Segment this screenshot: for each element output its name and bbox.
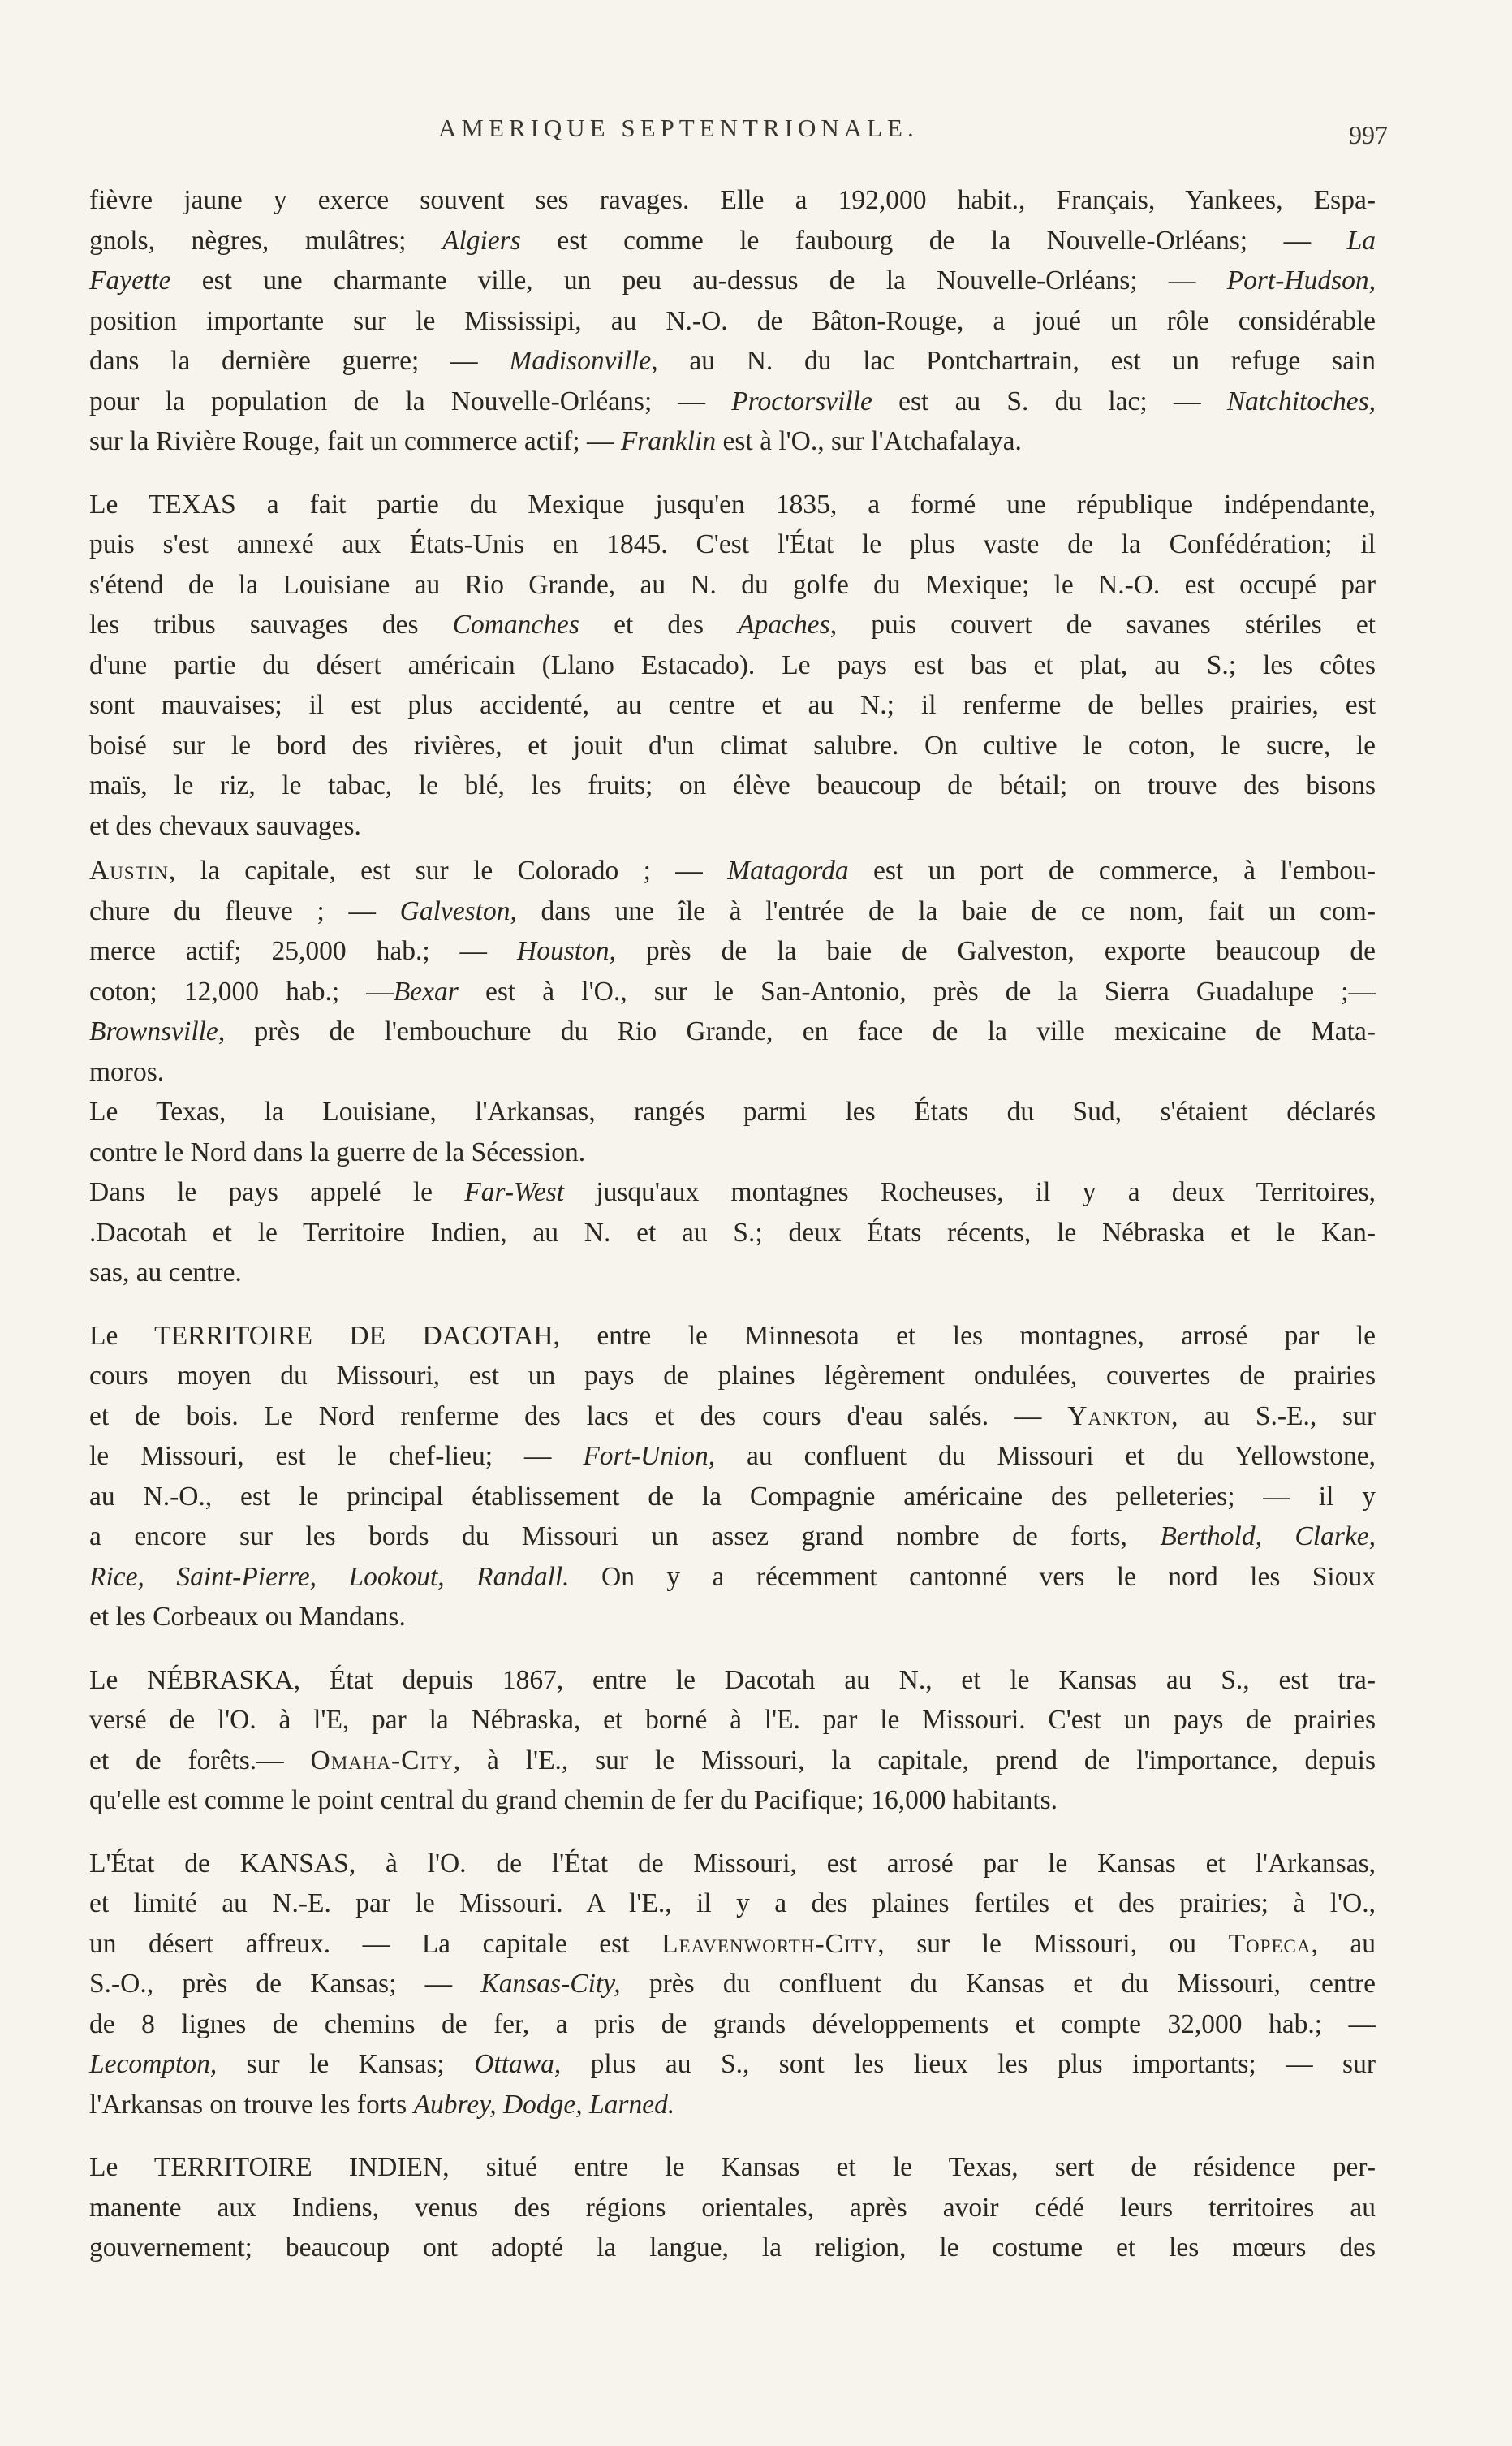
text-line <box>89 1924 1376 1965</box>
text-run: jusqu'aux montagnes Rocheuses, il y a deux Territoires, <box>564 1177 1376 1207</box>
text-run: l'Arkansas on trouve les forts <box>89 2089 414 2120</box>
text-run: , près de l'embouchure du Rio Grande, en face de la ville mexicaine de Mata- <box>218 1016 1376 1046</box>
place-name: Franklin <box>620 426 717 456</box>
text-run: chure du fleuve ; — <box>89 895 400 926</box>
capital-name: Omaha-City <box>310 1745 454 1775</box>
body-text <box>89 180 1376 2268</box>
page-number: 997 <box>1349 120 1388 149</box>
text-run: est comme le faubourg de la Nouvelle-Orléans; — <box>520 225 1347 256</box>
text-run: est au S. du lac; — <box>872 386 1227 416</box>
text-line: boisé sur le bord des rivières, et jouit d'un climat salubre. On cultive le coton, le sucre, le <box>89 730 1376 761</box>
text-line: Le NÉBRASKA, État depuis 1867, entre le Dacotah au N., et le Kansas au S., est tra- <box>89 1664 1376 1695</box>
paragraph-dacotah <box>89 1316 1376 1637</box>
place-name: Port-Hudson, <box>1226 265 1376 296</box>
place-name: Madisonville <box>509 346 652 376</box>
text-run: Dans le pays appelé le <box>89 1177 465 1207</box>
text-line <box>89 382 1376 422</box>
text-line <box>89 2085 1376 2125</box>
paragraph-louisiane <box>89 180 1376 462</box>
text-run: , au N. du lac Pontchartrain, est un refuge sain <box>651 346 1376 376</box>
paragraph-far-west <box>89 1172 1376 1293</box>
text-run: sur la Rivière Rouge, fait un commerce actif; — <box>89 426 621 456</box>
text-run: est une charmante ville, un peu au-dessus de la Nouvelle-Orléans; — <box>170 265 1227 296</box>
place-name: Matagorda <box>727 856 849 886</box>
text-line: Le TERRITOIRE DE DACOTAH, entre le Minnesota et les montagnes, arrosé par le <box>89 1320 1376 1351</box>
place-name: Far-West <box>464 1177 565 1207</box>
text-line: L'État de KANSAS, à l'O. de l'État de Missouri, est arrosé par le Kansas et l'Arkansas, <box>89 1848 1376 1879</box>
text-run: dans la dernière guerre; — <box>89 346 510 376</box>
paragraph-texas <box>89 485 1376 847</box>
text-line: au N.-O., est le principal établissement de la Compagnie américaine des pelleteries; — il y <box>89 1481 1376 1512</box>
text-line: maïs, le riz, le tabac, le blé, les fruits; on élève beaucoup de bétail; on trouve des bisons <box>89 770 1376 800</box>
text-line <box>89 221 1376 261</box>
text-line <box>89 1516 1376 1557</box>
text-line: fièvre jaune y exerce souvent ses ravages. Elle a 192,000 habit., Français, Yankees, Espa- <box>89 185 1376 215</box>
place-name: Galveston, <box>399 895 517 926</box>
text-line: versé de l'O. à l'E, par la Nébraska, et borné à l'E. par le Missouri. C'est un pays de prairies <box>89 1705 1376 1735</box>
text-run: , au S.-E., sur <box>1171 1400 1376 1431</box>
text-line <box>89 261 1376 301</box>
capital-name: Yankton <box>1067 1400 1172 1431</box>
place-name: Kansas-City, <box>480 1969 621 1999</box>
text-line: sas, au centre. <box>89 1258 242 1288</box>
text-line <box>89 2044 1376 2085</box>
tribe-name: Comanches <box>452 610 579 640</box>
text-run: , puis couvert de savanes stériles et <box>829 610 1376 640</box>
text-line <box>89 1396 1376 1437</box>
text-line <box>89 931 1376 972</box>
paragraph-nebraska <box>89 1660 1376 1821</box>
place-name: Rice, Saint-Pierre, Lookout, Randall. <box>89 1561 570 1592</box>
tribe-name: Apaches <box>738 610 830 640</box>
text-run: et des <box>579 610 739 640</box>
paragraph-territoire-indien <box>89 2147 1376 2268</box>
place-name: Lecompton, <box>89 2049 218 2079</box>
paragraph-secession <box>89 1092 1376 1172</box>
text-run: est un port de commerce, à l'embou- <box>848 856 1376 886</box>
text-run: merce actif; 25,000 hab.; — <box>89 936 517 966</box>
text-run: coton; 12,000 hab.; — <box>89 976 394 1007</box>
place-name: Brownsville <box>89 1016 218 1046</box>
paragraph-kansas <box>89 1844 1376 2125</box>
running-title: AMERIQUE SEPTENTRIONALE. <box>438 114 919 142</box>
text-line <box>89 851 1376 891</box>
text-run: est à l'O., sur le San-Antonio, près de la Sierra Guadalupe ;— <box>458 976 1376 1007</box>
capital-name: Topeca <box>1228 1928 1312 1959</box>
text-run: pour la population de la Nouvelle-Orléans; — <box>89 386 732 416</box>
text-line <box>89 1964 1376 2004</box>
text-line: d'une partie du désert américain (Llano Estacado). Le pays est bas et plat, au S.; les côtes <box>89 649 1376 680</box>
place-name: Fayette <box>89 265 171 296</box>
text-line: contre le Nord dans la guerre de la Sécession. <box>89 1137 586 1167</box>
text-line <box>89 421 1376 462</box>
place-name: Algiers <box>442 225 521 256</box>
text-line: cours moyen du Missouri, est un pays de plaines légèrement ondulées, couvertes de prairies <box>89 1361 1376 1391</box>
text-run: au confluent du Missouri et du Yellowstone, <box>715 1441 1376 1471</box>
text-run: près de la baie de Galveston, exporte beaucoup de <box>615 936 1376 966</box>
text-run: un désert affreux. — La capitale est <box>89 1928 662 1959</box>
place-name: Bexar <box>393 976 459 1007</box>
text-line <box>89 605 1376 645</box>
text-run: , sur le Missouri, ou <box>877 1928 1229 1959</box>
text-run: On y a récemment cantonné vers le nord les Sioux <box>569 1561 1376 1592</box>
text-line: sont mauvaises; il est plus accidenté, au centre et au N.; il renferme de belles prairies, est <box>89 690 1376 720</box>
capital-name: Austin <box>89 856 169 886</box>
text-line: et des chevaux sauvages. <box>89 810 361 841</box>
text-line <box>89 1741 1376 1781</box>
place-name: Houston, <box>517 936 616 966</box>
text-line <box>89 1012 1376 1052</box>
text-line: moros. <box>89 1056 165 1087</box>
paragraph-texas-cities <box>89 851 1376 1092</box>
text-line <box>89 891 1376 932</box>
text-line <box>89 1172 1376 1213</box>
text-line: Le TERRITOIRE INDIEN, situé entre le Kansas et le Texas, sert de résidence per- <box>89 2152 1376 2182</box>
text-run: plus au S., sont les lieux les plus importants; — sur <box>561 2049 1376 2079</box>
text-run: les tribus sauvages des <box>89 610 453 640</box>
capital-name: Leavenworth-City <box>661 1928 878 1959</box>
text-run: dans une île à l'entrée de la baie de ce nom, fait un com- <box>516 895 1376 926</box>
place-name: Proctorsville <box>731 386 872 416</box>
text-line: qu'elle est comme le point central du grand chemin de fer du Pacifique; 16,000 habitants. <box>89 1785 1058 1815</box>
text-run: et de forêts.— <box>89 1745 311 1775</box>
text-line: de 8 lignes de chemins de fer, a pris de grands développements et compte 32,000 hab.; — <box>89 2008 1376 2039</box>
text-line: et limité au N.-E. par le Missouri. A l'E., il y a des plaines fertiles et des prairies; à l'O., <box>89 1888 1376 1918</box>
text-run: gnols, nègres, mulâtres; <box>89 225 443 256</box>
text-run: , à l'E., sur le Missouri, la capitale, prend de l'importance, depuis <box>453 1745 1376 1775</box>
text-line <box>89 1436 1376 1477</box>
place-name: Natchitoches, <box>1226 386 1376 416</box>
text-line: et les Corbeaux ou Mandans. <box>89 1602 406 1632</box>
text-line: manente aux Indiens, venus des régions orientales, après avoir cédé leurs territoires au <box>89 2192 1376 2223</box>
place-name: Aubrey, Dodge, Larned. <box>413 2089 675 2120</box>
text-run: , au <box>1311 1928 1376 1959</box>
place-name: Berthold, Clarke, <box>1160 1521 1376 1551</box>
text-run: sur le Kansas; <box>217 2049 475 2079</box>
text-run: , la capitale, est sur le Colorado ; — <box>168 856 728 886</box>
text-line <box>89 972 1376 1012</box>
place-name: Ottawa, <box>474 2049 562 2079</box>
text-line: Le Texas, la Louisiane, l'Arkansas, rangés parmi les États du Sud, s'étaient déclarés <box>89 1097 1376 1127</box>
text-run: et de bois. Le Nord renferme des lacs et des cours d'eau salés. — <box>89 1400 1068 1431</box>
place-name: La <box>1346 225 1376 256</box>
place-name: Fort-Union, <box>583 1441 716 1471</box>
text-line: Le TEXAS a fait partie du Mexique jusqu'en 1835, a formé une république indépendante, <box>89 489 1376 520</box>
text-line: position importante sur le Mississipi, au N.-O. de Bâton-Rouge, a joué un rôle considérable <box>89 305 1376 336</box>
text-line: s'étend de la Louisiane au Rio Grande, au N. du golfe du Mexique; le N.-O. est occupé par <box>89 569 1376 600</box>
running-head <box>89 114 1388 154</box>
text-run: près du confluent du Kansas et du Missouri, centre <box>620 1969 1376 1999</box>
text-run: S.-O., près de Kansas; — <box>89 1969 481 1999</box>
text-line: puis s'est annexé aux États-Unis en 1845. C'est l'État le plus vaste de la Confédération; il <box>89 529 1376 559</box>
text-run: a encore sur les bords du Missouri un assez grand nombre de forts, <box>89 1521 1161 1551</box>
text-line <box>89 1557 1376 1598</box>
text-run: est à l'O., sur l'Atchafalaya. <box>716 426 1022 456</box>
text-line: gouvernement; beaucoup ont adopté la langue, la religion, le costume et les mœurs des <box>89 2232 1376 2263</box>
text-line <box>89 341 1376 382</box>
text-line: .Dacotah et le Territoire Indien, au N. et au S.; deux États récents, le Nébraska et le Kan- <box>89 1217 1376 1248</box>
text-run: le Missouri, est le chef-lieu; — <box>89 1441 584 1471</box>
